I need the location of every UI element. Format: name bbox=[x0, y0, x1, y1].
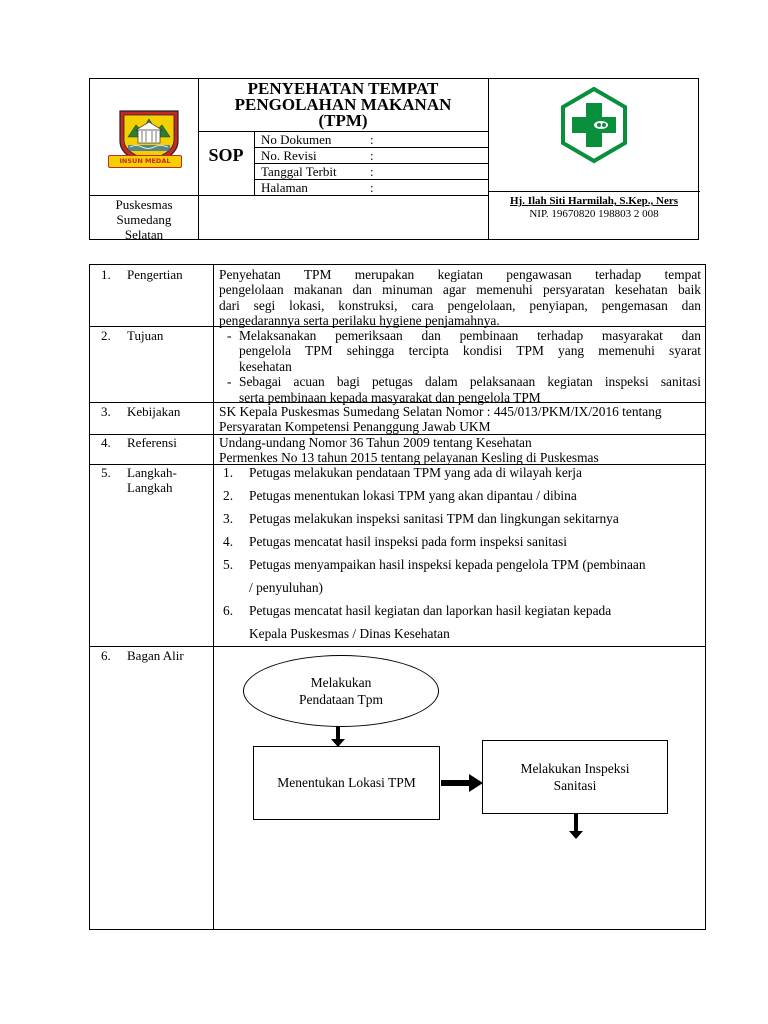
doc-field-row bbox=[254, 147, 488, 164]
flow-text: Melakukan Inspeksi bbox=[520, 761, 630, 776]
doc-field-row bbox=[254, 131, 488, 148]
step-text: Petugas mencatat hasil inspeksi pada form inspeksi sanitasi bbox=[249, 534, 567, 549]
row-divider bbox=[90, 646, 705, 647]
langkah-steps bbox=[219, 461, 701, 645]
title-line: PENYEHATAN TEMPAT bbox=[247, 79, 439, 98]
flow-text: Pendataan Tpm bbox=[298, 692, 384, 707]
doc-field-row bbox=[254, 163, 488, 180]
row-label: Tujuan bbox=[127, 328, 164, 343]
step-item bbox=[219, 484, 701, 507]
regency-logo-cell bbox=[90, 79, 198, 195]
doc-field-label: Tanggal Terbit bbox=[261, 164, 337, 179]
step-item bbox=[219, 530, 701, 553]
text-line: pengelolaan makanan dan minuman agar memenuhi persyaratan kesehatan baik bbox=[219, 282, 701, 298]
pengertian-text bbox=[219, 267, 701, 329]
step-number: 2. bbox=[223, 488, 234, 503]
step-number: 6. bbox=[223, 603, 234, 618]
arrow-down-icon bbox=[330, 726, 346, 748]
text-line: Permenkes No 13 tahun 2015 tentang pelayanan Kesling di Puskesmas bbox=[219, 450, 599, 466]
sop-label: SOP bbox=[198, 131, 255, 196]
step-number: 3. bbox=[223, 511, 234, 526]
logo-banner: INSUN MEDAL bbox=[108, 155, 182, 168]
signer-nip: NIP. 19670820 198803 2 008 bbox=[529, 208, 659, 220]
arrow-down-icon bbox=[568, 814, 584, 840]
row-number: 6. bbox=[101, 648, 111, 663]
step-number: 1. bbox=[223, 465, 234, 480]
doc-field-label: No. Revisi bbox=[261, 148, 317, 163]
text-line: serta pembinaan kepada masyarakat dan pengelola TPM bbox=[239, 389, 541, 405]
row-label: Pengertian bbox=[127, 267, 183, 282]
row-label: Referensi bbox=[127, 435, 177, 450]
doc-field-colon: : bbox=[370, 132, 374, 147]
title-line: (TPM) bbox=[318, 111, 368, 130]
step-item bbox=[219, 553, 701, 599]
text-line: pengedarannya serta perilaku hygiene penjamahnya. bbox=[219, 313, 500, 329]
text-line: kesehatan bbox=[239, 358, 292, 374]
kebijakan-text bbox=[219, 404, 701, 435]
text-line: dari segi lokasi, konstruksi, cara pengelolaan, penyiapan, pengemasan dan bbox=[219, 297, 701, 313]
doc-field-colon: : bbox=[370, 180, 374, 195]
text-line: Melaksanakan pemeriksaan dan pembinaan terhadap masyarakat dan bbox=[239, 328, 701, 343]
doc-field-colon: : bbox=[370, 148, 374, 163]
sop-content-table bbox=[89, 264, 706, 930]
label-line: Langkah- bbox=[127, 465, 177, 480]
step-text: Petugas melakukan inspeksi sanitasi TPM dan lingkungan sekitarnya bbox=[249, 511, 619, 526]
step-text: Petugas mencatat hasil kegiatan dan laporkan hasil kegiatan kepada bbox=[249, 603, 612, 618]
list-item bbox=[219, 374, 701, 405]
health-cross-logo bbox=[554, 85, 634, 165]
flow-step-box: Menentukan Lokasi TPM bbox=[253, 746, 440, 820]
text-line: SK Kepala Puskesmas Sumedang Selatan Nomor : 445/013/PKM/IX/2016 tentang bbox=[219, 404, 662, 419]
step-number: 4. bbox=[223, 534, 234, 549]
row-number: 3. bbox=[101, 404, 111, 419]
bullet-marker: - bbox=[227, 328, 232, 343]
text-line: Undang-undang Nomor 36 Tahun 2009 tentang Kesehatan bbox=[219, 435, 532, 450]
document-title bbox=[198, 81, 488, 129]
doc-field-label: Halaman bbox=[261, 180, 308, 195]
header-divider bbox=[90, 195, 198, 196]
step-item bbox=[219, 599, 701, 645]
signer-name: Hj. Ilah Siti Harmilah, S.Kep., Ners bbox=[509, 195, 679, 207]
step-text: Petugas melakukan pendataan TPM yang ada di wilayah kerja bbox=[249, 465, 582, 480]
doc-field-row bbox=[254, 179, 488, 196]
row-number: 2. bbox=[101, 328, 111, 343]
header-divider bbox=[488, 191, 700, 192]
label-line: Langkah bbox=[127, 480, 173, 495]
row-divider bbox=[90, 402, 705, 403]
arrow-right-icon bbox=[441, 774, 483, 792]
row-number: 1. bbox=[101, 267, 111, 282]
unit-line: Puskesmas bbox=[115, 197, 173, 212]
row-number: 4. bbox=[101, 435, 111, 450]
step-text: Petugas menentukan lokasi TPM yang akan dipantau / dibina bbox=[249, 488, 577, 503]
step-number: 5. bbox=[223, 557, 234, 572]
unit-line: Sumedang bbox=[116, 212, 172, 227]
step-item bbox=[219, 507, 701, 530]
flow-text: Melakukan bbox=[310, 675, 372, 690]
column-divider bbox=[213, 265, 214, 929]
title-line: PENGOLAHAN MAKANAN bbox=[234, 95, 452, 114]
text-line: Persyaratan Kompetensi Penanggung Jawab UKM bbox=[219, 419, 491, 435]
flow-text: Sanitasi bbox=[553, 778, 597, 793]
step-text: Petugas menyampaikan hasil inspeksi kepada pengelola TPM (pembinaan bbox=[249, 557, 646, 572]
step-text: / penyuluhan) bbox=[249, 580, 324, 595]
list-item bbox=[219, 328, 701, 374]
row-label: Kebijakan bbox=[127, 404, 181, 419]
tujuan-list bbox=[219, 328, 701, 405]
bullet-marker: - bbox=[227, 374, 232, 390]
sop-header-table bbox=[89, 78, 699, 240]
flow-step-box bbox=[482, 740, 668, 814]
row-number: 5. bbox=[101, 465, 111, 480]
row-divider bbox=[90, 326, 705, 327]
step-text: Kepala Puskesmas / Dinas Kesehatan bbox=[249, 626, 450, 641]
row-label: Bagan Alir bbox=[127, 648, 184, 663]
row-label bbox=[127, 465, 207, 495]
doc-field-label: No Dokumen bbox=[261, 132, 332, 147]
step-item bbox=[219, 461, 701, 484]
text-line: Sebagai acuan bagi petugas dalam pelaksanaan kegiatan inspeksi sanitasi bbox=[239, 374, 701, 390]
unit-line: Selatan bbox=[124, 227, 164, 242]
header-divider bbox=[198, 195, 488, 196]
unit-name bbox=[90, 195, 198, 243]
flow-start-ellipse bbox=[243, 655, 439, 727]
doc-field-colon: : bbox=[370, 164, 374, 179]
text-line: pengelola TPM sehingga tercipta kondisi TPM yang memenuhi syarat bbox=[239, 343, 701, 359]
text-line: Penyehatan TPM merupakan kegiatan pengawasan terhadap tempat bbox=[219, 267, 701, 282]
